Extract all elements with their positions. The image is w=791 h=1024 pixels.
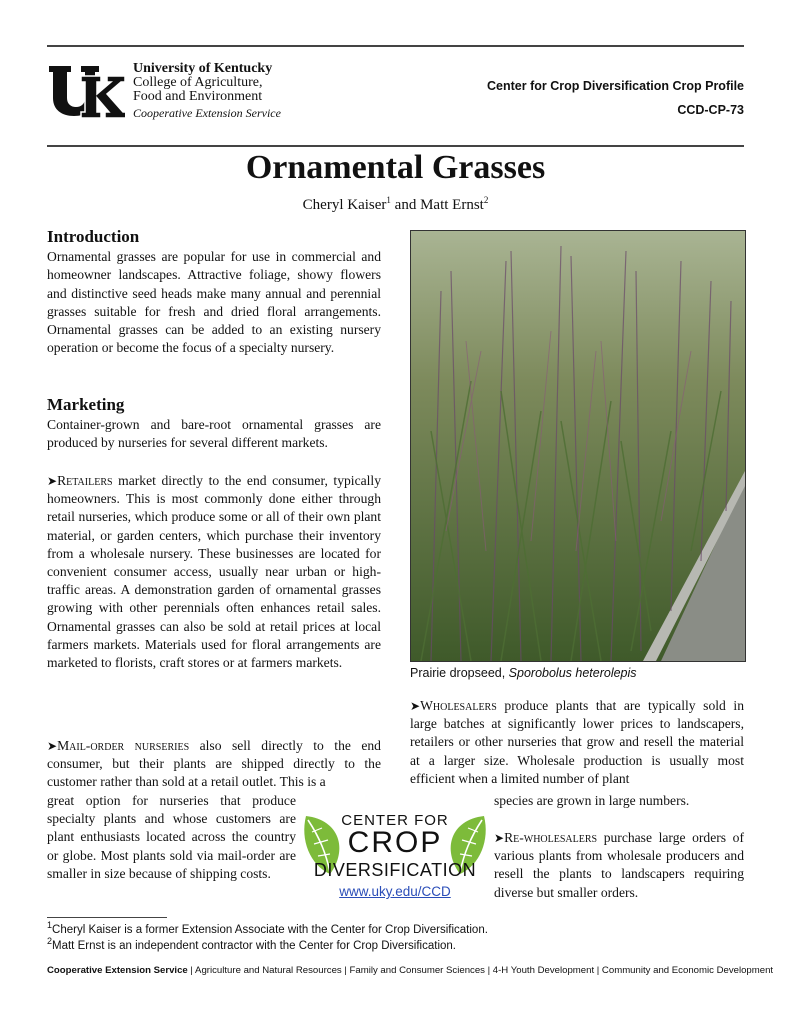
page-title: Ornamental Grasses: [245, 149, 546, 186]
marketing-intro: Container-grown and bare-root ornamental grasses are produced by nurseries for several different markets.: [47, 417, 381, 451]
college-line2: Food and Environment: [133, 89, 263, 104]
wholesalers-paragraph: [410, 697, 744, 788]
photo-caption: [410, 666, 637, 680]
arrow-bullet-icon: ➤: [47, 474, 58, 488]
prairie-dropseed-photo: [410, 230, 746, 662]
mailorder-paragraph-bottom: [47, 792, 296, 883]
footnote-rule: [47, 917, 167, 918]
rewholesalers-body: purchase large orders of various plants from wholesale producers and resell the plants to landscapers requiring diverse but smaller orders.: [494, 830, 744, 900]
authors-and: and: [390, 197, 421, 213]
intro-heading: Introduction: [47, 227, 140, 246]
footer-lead: Cooperative Extension Service: [47, 965, 188, 976]
arrow-bullet-icon: ➤: [494, 831, 505, 845]
university-name: University of Kentucky: [133, 61, 273, 76]
uk-logo-mark: [47, 62, 125, 120]
footer-programs: | Agriculture and Natural Resources | Family and Consumer Sciences | 4-H Youth Development | Community and Economic Development: [187, 965, 774, 976]
wholesalers-tail: species are grown in large numbers.: [494, 793, 690, 808]
profile-code: CCD-CP-73: [677, 103, 744, 117]
footnote-1-mark: 1: [47, 920, 53, 931]
retailers-label: Retailers: [57, 473, 113, 488]
rewholesalers-label: Re-wholesalers: [504, 830, 598, 845]
footnote-2-text: Matt Ernst is an independent contractor with the Center for Crop Diversification.: [52, 940, 456, 952]
college-line1: College of Agriculture,: [133, 75, 263, 90]
wholesalers-tail-block: [494, 792, 744, 810]
intro-body: Ornamental grasses are popular for use in commercial and homeowner landscapes. Attractive foliage, showy flowers and distinctive seed heads make many annual and perennial grasses suitable for fresh and dried floral arrangements. Ornamental grasses can be added to an existing nursery operation or become the focus of a specialty nursery.: [47, 249, 381, 356]
ccd-line1: CENTER FOR: [341, 812, 449, 829]
authors-line: [0, 197, 791, 214]
mailorder-body-a: also sell directly to the end consumer, but their plants are shipped directly to the customer rather than sold at a retail outlet. This is a: [47, 738, 381, 790]
ccd-line2: CROP: [347, 826, 443, 859]
mailorder-label: Mail-order nurseries: [57, 738, 190, 753]
uk-logo-text: [133, 62, 281, 120]
extension-service: Cooperative Extension Service: [133, 106, 281, 120]
footnote-2-mark: 2: [47, 936, 53, 947]
grass-photo-illustration: [411, 231, 745, 661]
profile-header: [487, 74, 744, 122]
arrow-bullet-icon: ➤: [410, 699, 421, 713]
retailers-body: market directly to the end consumer, typically homeowners. This is most commonly done either through retail nurseries, which produce some or all of their own plant material, or garden centers, which purchase their inventory from a wholesale nursery. These businesses are located for convenient consumer access, usually near urban or high-traffic areas. A demonstration garden of ornamental grasses growing with other perennials often enhances retail sales. Ornamental grasses can also be sold at retail prices at local farmers markets. Materials used for floral arrangements are marketed to florists, craft stores or at farmers markets.: [47, 473, 381, 671]
footnotes: [47, 922, 488, 954]
page-footer: [47, 965, 773, 976]
ccd-line3: DIVERSIFICATION: [313, 860, 477, 880]
footnote-1-text: Cheryl Kaiser is a former Extension Associate with the Center for Crop Diversification.: [52, 924, 488, 936]
footnote-2: [47, 938, 488, 954]
author-1: Cheryl Kaiser: [302, 197, 387, 213]
marketing-heading: Marketing: [47, 395, 125, 414]
title-rule: [47, 145, 744, 147]
marketing-section: [47, 396, 381, 453]
retailers-paragraph: [47, 472, 381, 672]
top-rule: [47, 45, 744, 47]
caption-common-name: Prairie dropseed,: [410, 666, 509, 680]
caption-latin-name: Sporobolus heterolepis: [508, 666, 637, 680]
author-2-footnote-mark: 2: [483, 195, 489, 205]
mailorder-paragraph-top: [47, 737, 381, 792]
ccd-website-link[interactable]: www.uky.edu/CCD: [339, 884, 451, 899]
rewholesalers-paragraph: [494, 829, 744, 902]
intro-section: [47, 228, 381, 357]
mailorder-body-b: great option for nurseries that produce specialty plants and whose customers are plant enthusiasts located across the country or globe. Most plants sold via mail-order are smaller in size because of shipping costs.: [47, 793, 296, 881]
author-2: Matt Ernst: [420, 197, 484, 213]
arrow-bullet-icon: ➤: [47, 739, 58, 753]
uk-logo: [47, 62, 287, 124]
author-1-footnote-mark: 1: [386, 195, 391, 205]
wholesalers-body: produce plants that are typically sold in large batches at significantly lower prices to landscapers, retailers or other nurseries that grow and resell the material at a larger size. Wholesale production is usually most efficient when a limited number of plant: [410, 698, 744, 786]
footnote-1: [47, 922, 488, 938]
wholesalers-label: Wholesalers: [420, 698, 497, 713]
profile-series: Center for Crop Diversification Crop Profile: [487, 79, 744, 93]
